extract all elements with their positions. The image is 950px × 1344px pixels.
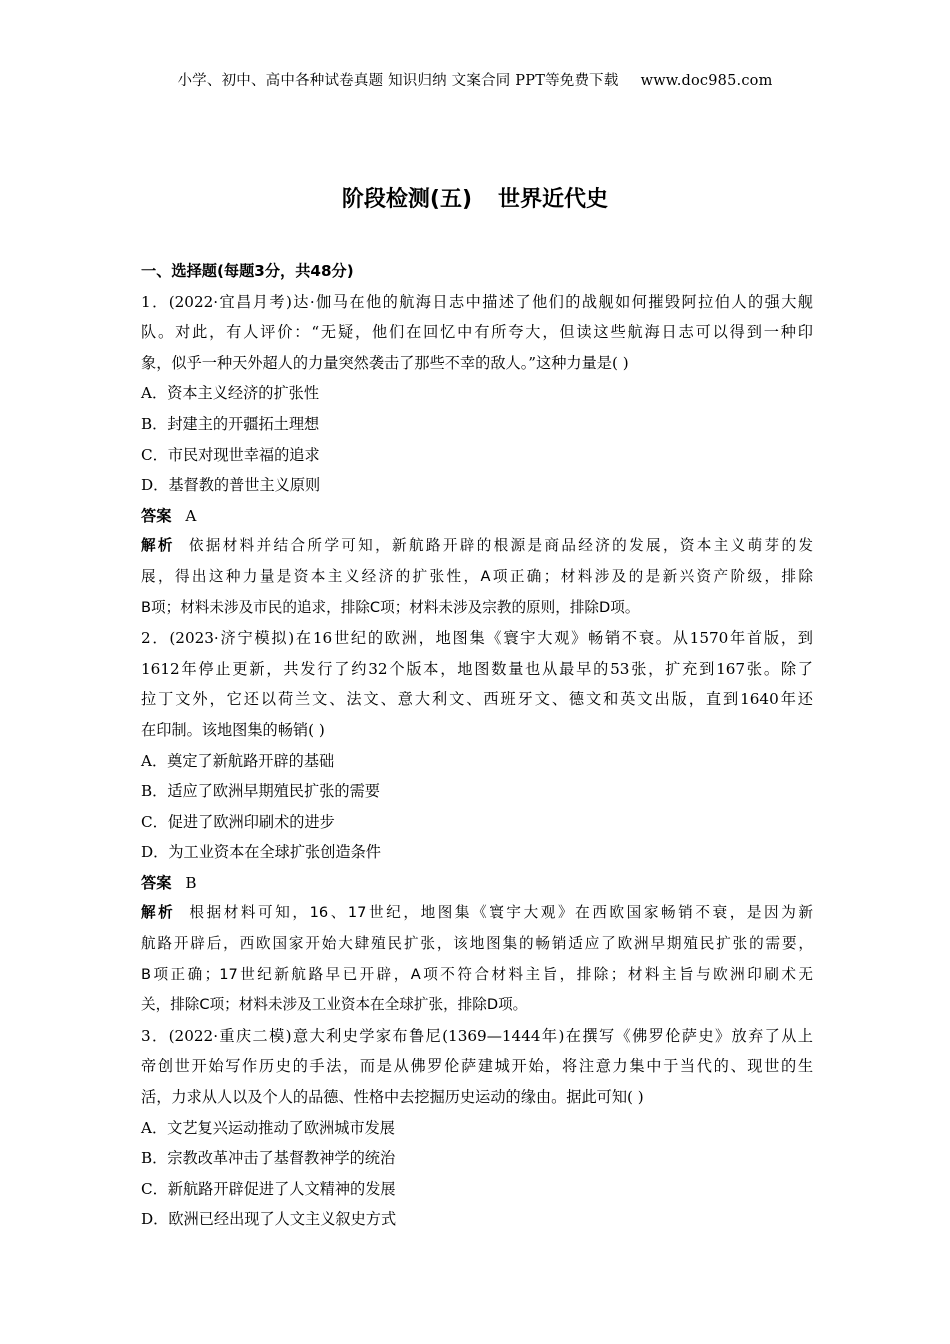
option-b: B．适应了欧洲早期殖民扩张的需要 (141, 782, 380, 801)
question-stem-line: 1．(2022·宜昌月考)达·伽马在他的航海日志中描述了他们的战舰如何摧毁阿拉伯人的强大舰 (141, 292, 813, 311)
option-d: D．基督教的普世主义原则 (141, 476, 321, 495)
analysis-line: 根据材料可知，16、17世纪，地图集《寰宇大观》在西欧国家畅销不衰，是因为新 (189, 904, 813, 922)
question-stem-line: 队。对此，有人评价：“无疑，他们在回忆中有所夸大，但读这些航海日志可以得到一种印 (141, 323, 813, 342)
answer-label: 答案 (141, 873, 172, 892)
analysis-row (141, 898, 813, 929)
question-1 (141, 287, 813, 624)
analysis-line: 依据材料并结合所学可知，新航路开辟的根源是商品经济的发展，资本主义萌芽的发 (188, 537, 813, 555)
option-b: B．宗教改革冲击了基督教神学的统治 (141, 1149, 396, 1168)
analysis-line: B项；材料未涉及市民的追求，排除C项；材料未涉及宗教的原则，排除D项。 (141, 598, 640, 616)
question-stem-line: 1612年停止更新，共发行了约32个版本，地图数量也从最早的53张，扩充到167张。除了 (141, 659, 813, 678)
answer-value: B (185, 873, 197, 892)
page-title (0, 182, 950, 213)
analysis-line: 关，排除C项；材料未涉及工业资本在全球扩张，排除D项。 (141, 996, 528, 1014)
option-a: A．奠定了新航路开辟的基础 (141, 751, 335, 770)
option-b: B．封建主的开疆拓土理想 (141, 414, 320, 433)
question-2 (141, 623, 813, 1021)
question-3 (141, 1021, 813, 1235)
answer-label: 答案 (141, 506, 172, 525)
answer-value: A (185, 506, 197, 525)
question-stem-line: 活，力求从人以及个人的品德、性格中去挖掘历史运动的缘由。据此可知( ) (141, 1088, 644, 1107)
title-sub: 世界近代史 (498, 187, 609, 212)
question-stem-line: 象，似乎一种天外超人的力量突然袭击了那些不幸的敌人。”这种力量是( ) (141, 353, 629, 372)
section-heading (141, 256, 813, 287)
question-stem-line: 拉丁文外，它还以荷兰文、法文、意大利文、西班牙文、德文和英文出版，直到1640年还 (141, 690, 813, 709)
answer-row (141, 501, 813, 532)
section-title: 一、选择题(每题3分，共48分) (141, 262, 354, 280)
option-c: C．促进了欧洲印刷术的进步 (141, 812, 335, 831)
title-main: 阶段检测(五) (341, 187, 473, 212)
answer-row (141, 868, 813, 899)
option-c: C．新航路开辟促进了人文精神的发展 (141, 1179, 396, 1198)
analysis-line: 展，得出这种力量是资本主义经济的扩张性，A项正确；材料涉及的是新兴资产阶级，排除 (141, 567, 813, 585)
analysis-line: 航路开辟后，西欧国家开始大肆殖民扩张，该地图集的畅销适应了欧洲早期殖民扩张的需要， (141, 935, 813, 953)
analysis-label: 解析 (141, 537, 175, 555)
exam-content (141, 256, 813, 1235)
option-d: D．为工业资本在全球扩张创造条件 (141, 843, 381, 862)
analysis-label: 解析 (141, 904, 176, 922)
question-stem-line: 2．(2023·济宁模拟)在16世纪的欧洲，地图集《寰宇大观》畅销不衰。从1570年首版，到 (141, 629, 813, 648)
option-d: D．欧洲已经出现了人文主义叙史方式 (141, 1210, 397, 1229)
option-c: C．市民对现世幸福的追求 (141, 445, 320, 464)
question-stem-line: 3．(2022·重庆二模)意大利史学家布鲁尼(1369—1444年)在撰写《佛罗伦萨史》放弃了从上 (141, 1026, 813, 1045)
page-header (0, 69, 950, 90)
option-a: A．文艺复兴运动推动了欧洲城市发展 (141, 1118, 395, 1137)
question-stem-line: 在印制。该地图集的畅销( ) (141, 720, 325, 739)
header-text: 小学、初中、高中各种试卷真题 知识归纳 文案合同 PPT等免费下载 (177, 73, 619, 89)
analysis-line: B项正确；17世纪新航路早已开辟，A项不符合材料主旨，排除；材料主旨与欧洲印刷术无 (141, 965, 813, 983)
header-url[interactable]: www.doc985.com (640, 73, 773, 89)
analysis-row (141, 531, 813, 562)
option-a: A．资本主义经济的扩张性 (141, 384, 320, 403)
question-stem-line: 帝创世开始写作历史的手法，而是从佛罗伦萨建城开始，将注意力集中于当代的、现世的生 (141, 1057, 813, 1076)
